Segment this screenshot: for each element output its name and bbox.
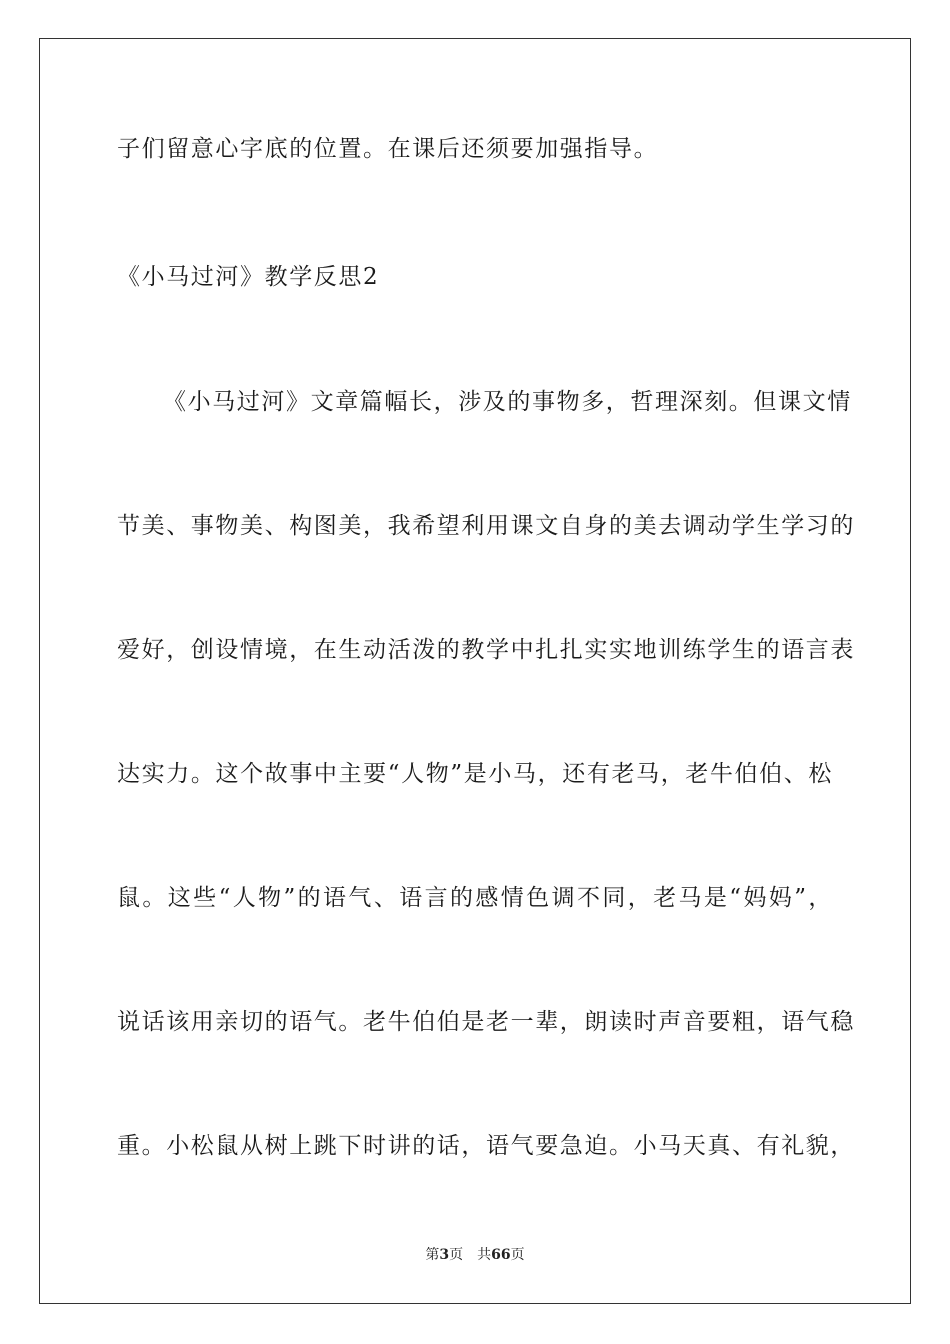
footer-page-suffix: 页 bbox=[449, 1247, 464, 1263]
paragraph-line-2: 节美、事物美、构图美，我希望利用课文自身的美去调动学生学习的 bbox=[117, 513, 855, 539]
paragraph-line-7: 重。小松鼠从树上跳下时讲的话，语气要急迫。小马天真、有礼貌， bbox=[117, 1133, 855, 1159]
section-title: 《小马过河》教学反思2 bbox=[117, 264, 380, 290]
footer-total-pages: 66 bbox=[491, 1247, 511, 1263]
text-line-1: 子们留意心字底的位置。在课后还须要加强指导。 bbox=[117, 136, 659, 162]
paragraph-line-3: 爱好，创设情境，在生动活泼的教学中扎扎实实地训练学生的语言表 bbox=[117, 637, 855, 663]
paragraph-line-1: 《小马过河》文章篇幅长，涉及的事物多，哲理深刻。但课文情 bbox=[163, 389, 852, 415]
footer-total-prefix: 共 bbox=[477, 1247, 492, 1263]
paragraph-line-5: 鼠。这些“人物”的语气、语言的感情色调不同，老马是“妈妈”， bbox=[117, 885, 833, 911]
footer-total-suffix: 页 bbox=[510, 1247, 525, 1263]
paragraph-line-4: 达实力。这个故事中主要“人物”是小马，还有老马，老牛伯伯、松 bbox=[117, 761, 833, 787]
page-border bbox=[39, 38, 911, 1304]
footer-page-number: 3 bbox=[439, 1247, 450, 1263]
paragraph-line-6: 说话该用亲切的语气。老牛伯伯是老一辈，朗读时声音要粗，语气稳 bbox=[117, 1009, 855, 1035]
page-footer bbox=[0, 1246, 950, 1264]
footer-page-prefix: 第 bbox=[425, 1247, 440, 1263]
